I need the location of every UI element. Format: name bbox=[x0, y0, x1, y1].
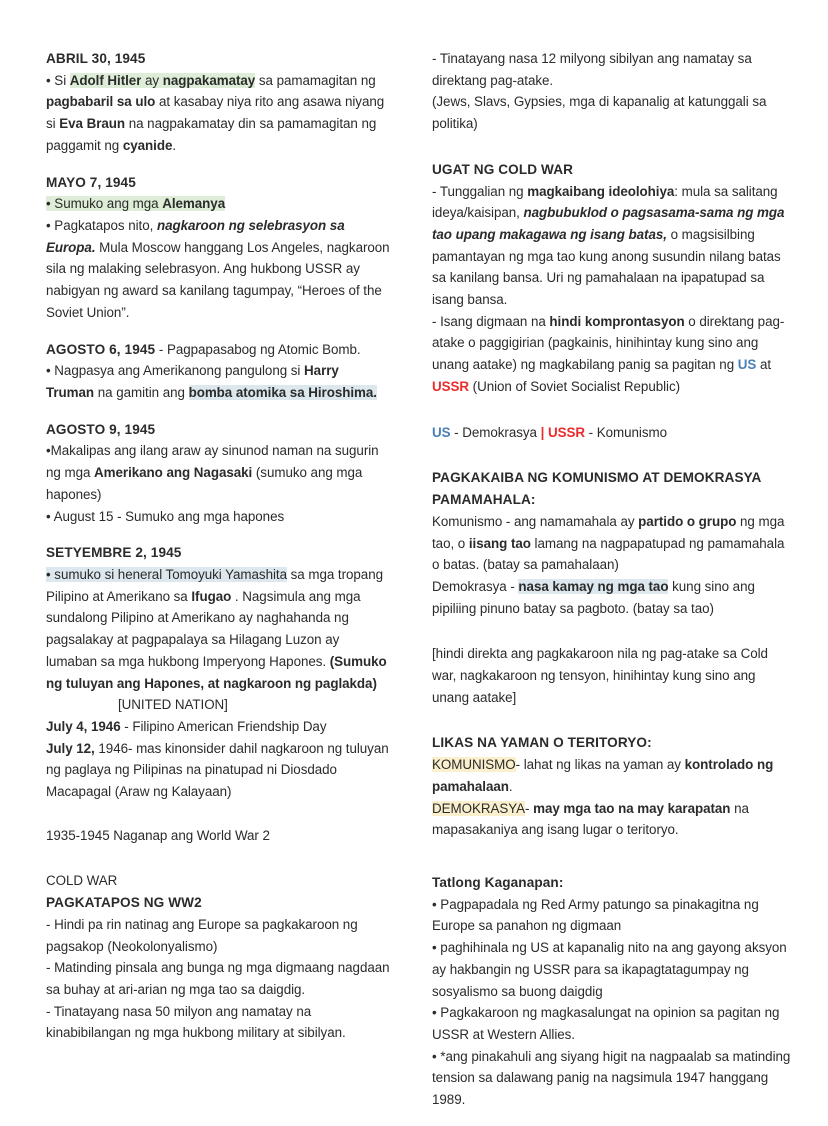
text-komunismo: - Komunismo bbox=[585, 424, 667, 440]
text-pagkatapos: • Pagkatapos nito, bbox=[46, 218, 157, 234]
separator-bar: | bbox=[540, 424, 545, 440]
heading-cold-war: COLD WAR bbox=[46, 873, 118, 889]
text-kasabay: at kasabay niya rito ang asawa niyang si bbox=[46, 94, 385, 132]
text-paggigirian: o direktang pag-atake o paggigirian (pagkainis, hinihintay kung sino ang unang aatake) ng magkabilang panig sa pagitan ng bbox=[432, 313, 785, 373]
text-tropang: sa mga tropang Pilipino at Amerikano sa bbox=[46, 567, 383, 604]
text-at: at bbox=[756, 357, 772, 373]
text-makalipas: •Makalipas ang ilang araw ay sinunod naman na sugurin ng mga bbox=[46, 443, 379, 481]
spacer-4 bbox=[432, 413, 794, 422]
text-batay-pamahalaan: lamang na nagpapatupad ng pamamahala o batas. (batay sa pamahalaan) bbox=[432, 535, 785, 573]
heading-ugat-cold-war: UGAT NG COLD WAR bbox=[432, 161, 574, 177]
paragraph-bracket-note: [hindi direkta ang pagkakaroon nila ng pag-atake sa Cold war, nagkakaroon ng tensyon, hinihintay kung sino ang unang aatake] bbox=[432, 646, 768, 705]
paragraph-hitler bbox=[46, 70, 390, 157]
paragraph-pinsala: - Matinding pinsala ang bunga ng mga digmaang nagdaan sa buhay at ari-arian ng mga tao sa daigdig. bbox=[46, 960, 390, 997]
line-ww2-years: 1935-1945 Naganap ang World War 2 bbox=[46, 827, 270, 843]
heading-abril-30: ABRIL 30, 1945 bbox=[46, 51, 146, 66]
heading-agosto-6: AGOSTO 6, 1945 bbox=[46, 341, 156, 357]
paragraph-demokrasya-yaman bbox=[432, 798, 794, 841]
paragraph-august-15: • August 15 - Sumuko ang mga hapones bbox=[46, 508, 285, 524]
spacer-1 bbox=[46, 803, 390, 825]
text-komunismo-ang: Komunismo - ang namamahala ay bbox=[432, 513, 639, 529]
paragraph-alemanya bbox=[46, 193, 390, 215]
paragraph-komunismo-def bbox=[432, 511, 794, 576]
text-nagpakamatay-din: na nagpakamatay din sa pamamagitan ng paggamit ng bbox=[46, 116, 377, 153]
line-united-nation: [UNITED NATION] bbox=[118, 697, 228, 713]
paragraph-jews-slavs: (Jews, Slavs, Gypsies, mga di kapanalig at katunggali sa politika) bbox=[432, 94, 767, 132]
paragraph-truman bbox=[46, 360, 390, 403]
text-nagpasya: • Nagpasya ang Amerikanong pangulong si bbox=[46, 363, 305, 379]
text-demokrasya-dash: Demokrasya - bbox=[432, 578, 519, 594]
text-isang-digmaan: - Isang digmaan na bbox=[432, 313, 550, 329]
heading-setyembre-2: SETYEMBRE 2, 1945 bbox=[46, 545, 182, 561]
term-adolf-hitler: Adolf Hitler bbox=[69, 72, 142, 88]
paragraph-demokrasya-def bbox=[432, 576, 794, 619]
text-period: . bbox=[172, 137, 177, 153]
paragraph-july-4 bbox=[46, 716, 390, 738]
section-tatlong-kaganapan bbox=[432, 872, 794, 1111]
term-nasa-kamay-ng-mga-tao: nasa kamay ng mga tao bbox=[518, 578, 669, 594]
section-civilian-deaths bbox=[432, 48, 794, 135]
spacer-7 bbox=[432, 723, 794, 732]
paragraph-red-army: • Pagpapadala ng Red Army patungo sa pinakagitna ng Europe sa panahon ng digmaan bbox=[432, 896, 759, 934]
term-pagbabaril-sa-ulo: pagbabaril sa ulo bbox=[46, 94, 156, 110]
heading-likas-na-yaman: LIKAS NA YAMAN O TERITORYO: bbox=[432, 735, 652, 751]
right-column bbox=[432, 48, 794, 1126]
paragraph-komunismo-yaman bbox=[432, 754, 794, 797]
section-pagkakaiba bbox=[432, 467, 794, 619]
paragraph-magkasalungat: • Pagkakaroon ng magkasalungat na opinion sa pagitan ng USSR at Western Allies. bbox=[432, 1005, 780, 1042]
paragraph-50-milyon: - Tinatayang nasa 50 milyon ang namatay na kinabibilangan ng mga hukbong military at sibilyan. bbox=[46, 1003, 346, 1041]
term-amerikano-nagasaki: Amerikano ang Nagasaki bbox=[94, 465, 253, 481]
heading-agosto-6-line bbox=[46, 339, 390, 361]
section-setyembre-2 bbox=[46, 542, 390, 802]
date-july-4: July 4, 1946 bbox=[46, 718, 121, 734]
text-period-2: . bbox=[508, 778, 513, 794]
text-ideya-kaisipan: : mula sa salitang ideya/kaisipan, bbox=[432, 183, 778, 221]
left-column bbox=[46, 48, 390, 1059]
text-nagsimula: . Nagsimula ang mga sundalong Pilipino at Amerikano ay naghahanda ng pagsalakay at pagpapalaya sa Hilagang Luzon ay lumaban sa mga hukbong Imperyong Hapones. bbox=[46, 588, 361, 669]
text-pagboto: kung sino ang pipiliing pinuno batay sa pagboto. (batay sa tao) bbox=[432, 578, 755, 616]
section-agosto-9 bbox=[46, 419, 390, 528]
section-ww2-years bbox=[46, 825, 390, 847]
term-iisang-tao: iisang tao bbox=[468, 535, 531, 551]
text-sumuko-yamashita: • sumuko si heneral Tomoyuki Yamashita bbox=[46, 567, 287, 582]
text-ay: ay bbox=[141, 72, 163, 88]
paragraph-pinakahuli: • *ang pinakahuli ang siyang higit na nagpaalab sa matinding tension sa dalawang panig na nagsimula 1947 hanggang 1989. bbox=[432, 1048, 791, 1108]
section-bracket-note bbox=[432, 643, 794, 708]
term-partido-o-grupo: partido o grupo bbox=[638, 513, 737, 529]
term-cyanide: cyanide bbox=[122, 137, 173, 153]
label-ussr-inline: USSR bbox=[432, 378, 470, 394]
term-ifugao: Ifugao bbox=[191, 588, 232, 604]
paragraph-paghihinala: • paghihinala ng US at kapanalig nito na ang gayong aksyon ay hakbangin ng USSR para sa ikapagtatagumpay ng sosyalismo sa buong daigdig bbox=[432, 940, 787, 999]
text-friendship-day: - Filipino American Friendship Day bbox=[120, 718, 327, 734]
paragraph-neokolonyalismo: - Hindi pa rin natinag ang Europe sa pagkakaroon ng pagsakop (Neokolonyalismo) bbox=[46, 916, 358, 954]
label-demokrasya-highlight: DEMOKRASYA bbox=[432, 800, 526, 816]
text-sumuko: • Sumuko ang mga bbox=[46, 196, 163, 212]
text-kalayaan: 1946- mas kinonsider dahil nagkaroon ng tuluyan ng paglaya ng Pilipinas na pinatupad ni Diosdado Macapagal (Araw ng Kalayaan) bbox=[46, 740, 389, 800]
heading-pagkakaiba: PAGKAKAIBA NG KOMUNISMO AT DEMOKRASYA bbox=[432, 470, 762, 486]
heading-agosto-9: AGOSTO 9, 1945 bbox=[46, 421, 156, 437]
label-ussr: USSR bbox=[547, 424, 585, 440]
paragraph-yamashita bbox=[46, 564, 390, 694]
paragraph-selebrasyon bbox=[46, 215, 390, 324]
spacer-8 bbox=[432, 856, 794, 872]
text-lahat-likas: - lahat ng likas na yaman ay bbox=[515, 757, 685, 773]
text-sumuko-hapones: (sumuko ang mga hapones) bbox=[46, 465, 363, 502]
section-agosto-6 bbox=[46, 339, 390, 404]
heading-tatlong-kaganapan: Tatlong Kaganapan: bbox=[432, 874, 564, 890]
text-pamantayan: o magsisilbing pamantayan ng mga tao kung anong susundin nilang batas sa kanilang bansa. Uri ng pamahalaan na ipapatupad sa isang bansa. bbox=[432, 226, 781, 308]
term-hindi-komprontasyon: hindi komprontasyon bbox=[549, 313, 685, 329]
label-us-inline: US bbox=[737, 357, 757, 373]
term-nagpakamatay: nagpakamatay bbox=[162, 72, 256, 88]
text-moscow-la: Mula Moscow hanggang Los Angeles, nagkaroon sila ng malaking selebrasyon. Ang hukbong USSR ay nabigyan ng award sa kanilang tagumpay, “Heroes of the Soviet Union”. bbox=[46, 239, 390, 320]
term-nagbubuklod: nagbubuklod o pagsasama-sama ng mga tao upang makagawa ng isang batas, bbox=[432, 205, 785, 242]
text-atomic-bomb: - Pagpapasabog ng Atomic Bomb. bbox=[155, 341, 361, 357]
spacer-6 bbox=[432, 634, 794, 643]
text-demokrasya: - Demokrasya bbox=[450, 424, 541, 440]
term-sumuko-tuluyan: (Sumuko ng tuluyan ang Hapones, at nagkaroon ng paglakda) bbox=[46, 653, 387, 691]
text-tunggalian: - Tunggalian ng bbox=[432, 183, 528, 199]
heading-pagkatapos-ww2: PAGKATAPOS NG WW2 bbox=[46, 895, 202, 911]
term-alemanya: Alemanya bbox=[162, 196, 226, 212]
text-dash: - bbox=[525, 800, 534, 816]
text-na-gamitin: na gamitin ang bbox=[94, 384, 189, 400]
date-july-12: July 12, bbox=[46, 740, 95, 756]
paragraph-july-12 bbox=[46, 738, 390, 803]
section-likas-na-yaman bbox=[432, 732, 794, 841]
two-column-layout bbox=[46, 48, 798, 1126]
term-harry-truman: Harry Truman bbox=[46, 363, 339, 400]
text-teritoryo: na mapasakaniya ang isang lugar o teritoryo. bbox=[432, 800, 749, 838]
section-abril-30 bbox=[46, 48, 390, 157]
term-eva-braun: Eva Braun bbox=[59, 116, 126, 132]
term-selebrasyon-europa: nagkaroon ng selebrasyon sa Europa. bbox=[46, 218, 345, 255]
term-may-karapatan: may mga tao na may karapatan bbox=[533, 800, 731, 816]
line-us-ussr bbox=[432, 422, 794, 444]
spacer-2 bbox=[46, 861, 390, 870]
label-us: US bbox=[432, 424, 451, 440]
heading-pamamahala: PAMAMAHALA: bbox=[432, 492, 536, 508]
section-mayo-7 bbox=[46, 172, 390, 324]
text-ng-mga-tao: ng mga tao, o bbox=[432, 513, 785, 551]
paragraph-nagasaki bbox=[46, 440, 390, 505]
section-ugat-cold-war bbox=[432, 159, 794, 398]
term-bomba-hiroshima: bomba atomika sa Hiroshima. bbox=[188, 384, 377, 400]
paragraph-ideolohiya bbox=[432, 181, 794, 311]
spacer-5 bbox=[432, 458, 794, 467]
section-cold-war-left bbox=[46, 870, 390, 1044]
label-komunismo-highlight: KOMUNISMO bbox=[432, 757, 516, 773]
text-sa-pamamagitan: sa pamamagitan ng bbox=[255, 72, 376, 88]
paragraph-12-milyon: - Tinatayang nasa 12 milyong sibilyan ang namatay sa direktang pag-atake. bbox=[432, 51, 752, 88]
term-kontrolado-pamahalaan: kontrolado ng pamahalaan bbox=[432, 757, 774, 794]
term-magkaibang-ideolohiya: magkaibang ideolohiya bbox=[527, 183, 675, 199]
heading-mayo-7: MAYO 7, 1945 bbox=[46, 174, 136, 190]
section-us-ussr-legend bbox=[432, 422, 794, 444]
spacer-3 bbox=[432, 150, 794, 159]
bullet-text: • Si bbox=[46, 72, 70, 88]
text-union-soviet: (Union of Soviet Socialist Republic) bbox=[469, 378, 681, 394]
paragraph-komprontasyon bbox=[432, 311, 794, 398]
